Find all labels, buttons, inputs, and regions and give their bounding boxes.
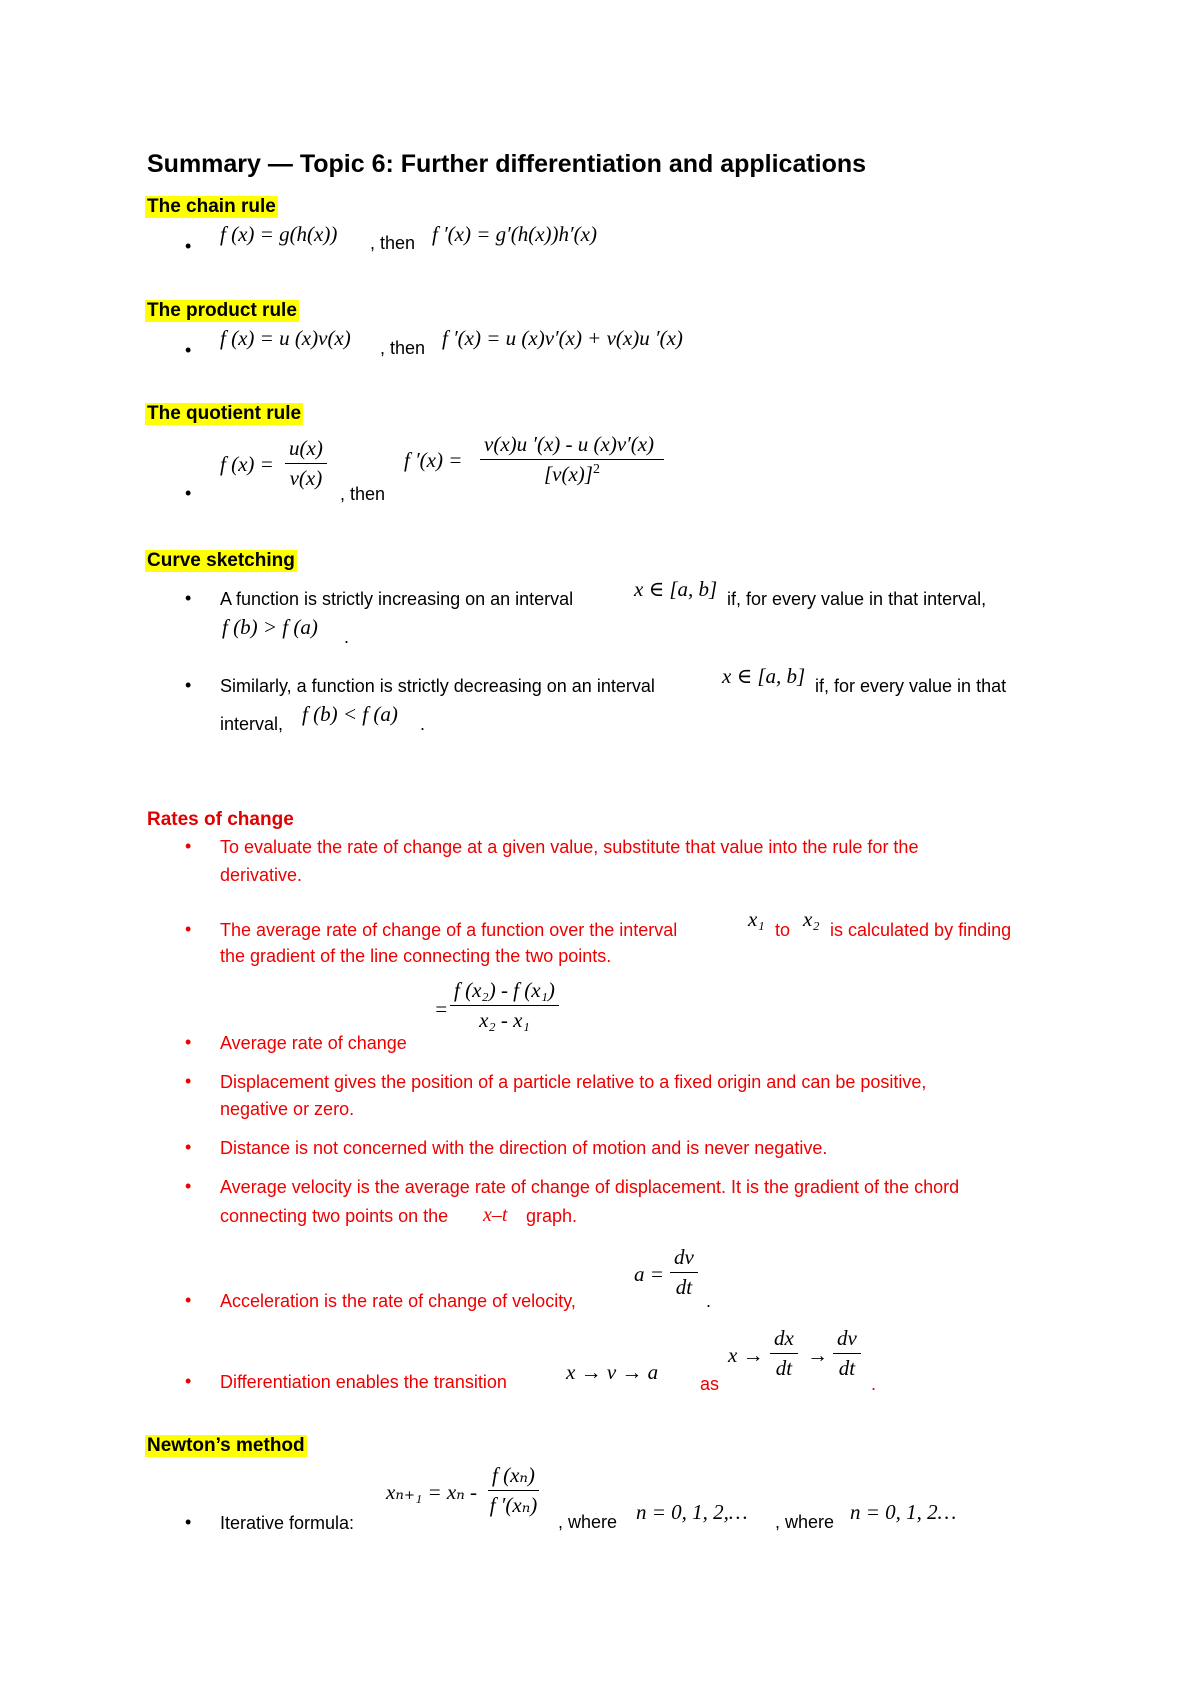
bullet: • — [185, 1032, 192, 1052]
chain-rule-derivative: f ′(x) = g′(h(x))h′(x) — [432, 222, 597, 246]
bullet: • — [185, 1290, 192, 1310]
newton-fraction — [488, 1463, 539, 1518]
bullet: • — [185, 836, 192, 856]
x1-symbol: x₁ — [748, 907, 765, 931]
rates-bullet8-text: Differentiation enables the transition — [220, 1372, 507, 1392]
newton-lhs: xₙ₊₁ = xₙ - — [386, 1480, 477, 1504]
transition-fraction-dv-dt — [833, 1326, 861, 1381]
quotient-denominator: v(x) — [289, 466, 323, 490]
heading-rates-of-change: Rates of change — [147, 809, 294, 830]
transition-chain: x → v → a — [566, 1360, 659, 1384]
n-values-1: n = 0, 1, 2,… — [636, 1500, 748, 1524]
rates-bullet4-line2: negative or zero. — [220, 1099, 355, 1119]
heading-quotient-rule: The quotient rule — [147, 403, 302, 424]
heading-newtons-method: Newton’s method — [147, 1435, 305, 1456]
bullet: • — [185, 1071, 192, 1091]
quotient-derivative-lhs: f ′(x) = — [404, 448, 463, 472]
quotient-numerator: u(x) — [285, 436, 327, 464]
rates-bullet2-text2: is calculated by finding — [830, 920, 1012, 940]
then-text: , then — [340, 484, 386, 504]
bullet: • — [185, 1176, 192, 1196]
dt-denominator: dt — [775, 1356, 793, 1380]
bullet: • — [185, 340, 192, 360]
rates-bullet7-text: Acceleration is the rate of change of velocity, — [220, 1291, 576, 1311]
interval-math: x ∈ [a, b] — [722, 664, 806, 688]
rates-bullet1-line2: derivative. — [220, 865, 303, 885]
as-text: as — [700, 1374, 720, 1394]
newton-denominator: f ′(xₙ) — [489, 1493, 538, 1517]
bullet: • — [185, 236, 192, 256]
quotient-derivative-exponent: 2 — [592, 462, 600, 477]
quotient-derivative-base: [v(x)] — [544, 462, 593, 486]
quotient-derivative-fraction — [480, 432, 664, 487]
bullet: • — [185, 919, 192, 939]
rates-bullet6-line2a: connecting two points on the — [220, 1206, 449, 1226]
bullet: • — [185, 1371, 192, 1391]
curve-bullet1-text2: if, for every value in that interval, — [727, 589, 987, 609]
heading-curve-sketching: Curve sketching — [147, 550, 295, 571]
rates-bullet5: Distance is not concerned with the direction of motion and is never negative. — [220, 1138, 828, 1158]
period: . — [871, 1374, 877, 1394]
bullet: • — [185, 675, 192, 695]
transition-arrow: → — [807, 1343, 828, 1367]
interval-math: x ∈ [a, b] — [634, 577, 718, 601]
curve-bullet2-text3: interval, — [220, 714, 284, 734]
rates-bullet2-line2: the gradient of the line connecting the two points. — [220, 946, 612, 966]
where-text: , where — [775, 1512, 835, 1532]
then-text: , then — [380, 338, 426, 358]
average-rate-fraction — [450, 978, 559, 1033]
page-title: Summary — Topic 6: Further differentiation and applications — [147, 150, 867, 178]
x2-symbol: x₂ — [803, 907, 820, 931]
average-rate-denominator: x₂ - x₁ — [479, 1008, 530, 1032]
acceleration-lhs: a = — [634, 1262, 664, 1286]
chain-rule-definition: f (x) = g(h(x)) — [220, 222, 338, 246]
quotient-fraction — [285, 436, 327, 491]
n-values-2: n = 0, 1, 2… — [850, 1500, 957, 1524]
average-rate-numerator: f (x₂) - f (x₁) — [450, 978, 559, 1006]
curve-bullet2-text1: Similarly, a function is strictly decreasing on an interval — [220, 676, 655, 696]
average-rate-label: Average rate of change — [220, 1033, 407, 1053]
quotient-derivative-numerator: v(x)u ′(x) - u (x)v′(x) — [480, 432, 664, 460]
rates-bullet4-line1: Displacement gives the position of a particle relative to a fixed origin and can be positive, — [220, 1072, 927, 1092]
period: . — [344, 627, 350, 647]
product-rule-derivative: f ′(x) = u (x)v′(x) + v(x)u ′(x) — [442, 326, 683, 350]
bullet: • — [185, 588, 192, 608]
period: . — [706, 1291, 712, 1311]
rates-bullet6-line2b: graph. — [526, 1206, 578, 1226]
curve-bullet1-text1: A function is strictly increasing on an interval — [220, 589, 574, 609]
quotient-lhs: f (x) = — [220, 452, 274, 476]
product-rule-definition: f (x) = u (x)v(x) — [220, 326, 351, 350]
dv-numerator: dv — [833, 1326, 861, 1354]
average-rate-equals: = — [434, 997, 449, 1021]
x-t-graph-symbol: x–t — [483, 1204, 508, 1226]
quotient-derivative-denominator — [480, 460, 664, 487]
acceleration-numerator: dv — [670, 1245, 698, 1273]
bullet: • — [185, 1137, 192, 1157]
dx-numerator: dx — [770, 1326, 798, 1354]
newton-numerator: f (xₙ) — [488, 1463, 539, 1491]
rates-bullet6-line1: Average velocity is the average rate of change of displacement. It is the gradient of the chord — [220, 1177, 960, 1197]
period: . — [420, 714, 426, 734]
rates-bullet1-line1: To evaluate the rate of change at a given value, substitute that value into the rule for the — [220, 837, 919, 857]
transition-fraction-dx-dt — [770, 1326, 798, 1381]
heading-product-rule: The product rule — [147, 300, 297, 321]
heading-chain-rule: The chain rule — [147, 196, 276, 217]
acceleration-fraction — [670, 1245, 698, 1300]
rates-bullet2-text1: The average rate of change of a function over the interval — [220, 920, 678, 940]
bullet: • — [185, 483, 192, 503]
to-text: to — [775, 920, 791, 940]
transition-x: x → — [728, 1343, 764, 1367]
acceleration-denominator: dt — [675, 1275, 693, 1299]
increasing-condition: f (b) > f (a) — [222, 615, 318, 639]
then-text: , then — [370, 233, 416, 253]
decreasing-condition: f (b) < f (a) — [302, 702, 398, 726]
where-text: , where — [558, 1512, 618, 1532]
iterative-formula-label: Iterative formula: — [220, 1513, 355, 1533]
curve-bullet2-text2: if, for every value in that — [815, 676, 1007, 696]
dt-denominator: dt — [838, 1356, 856, 1380]
bullet: • — [185, 1512, 192, 1532]
